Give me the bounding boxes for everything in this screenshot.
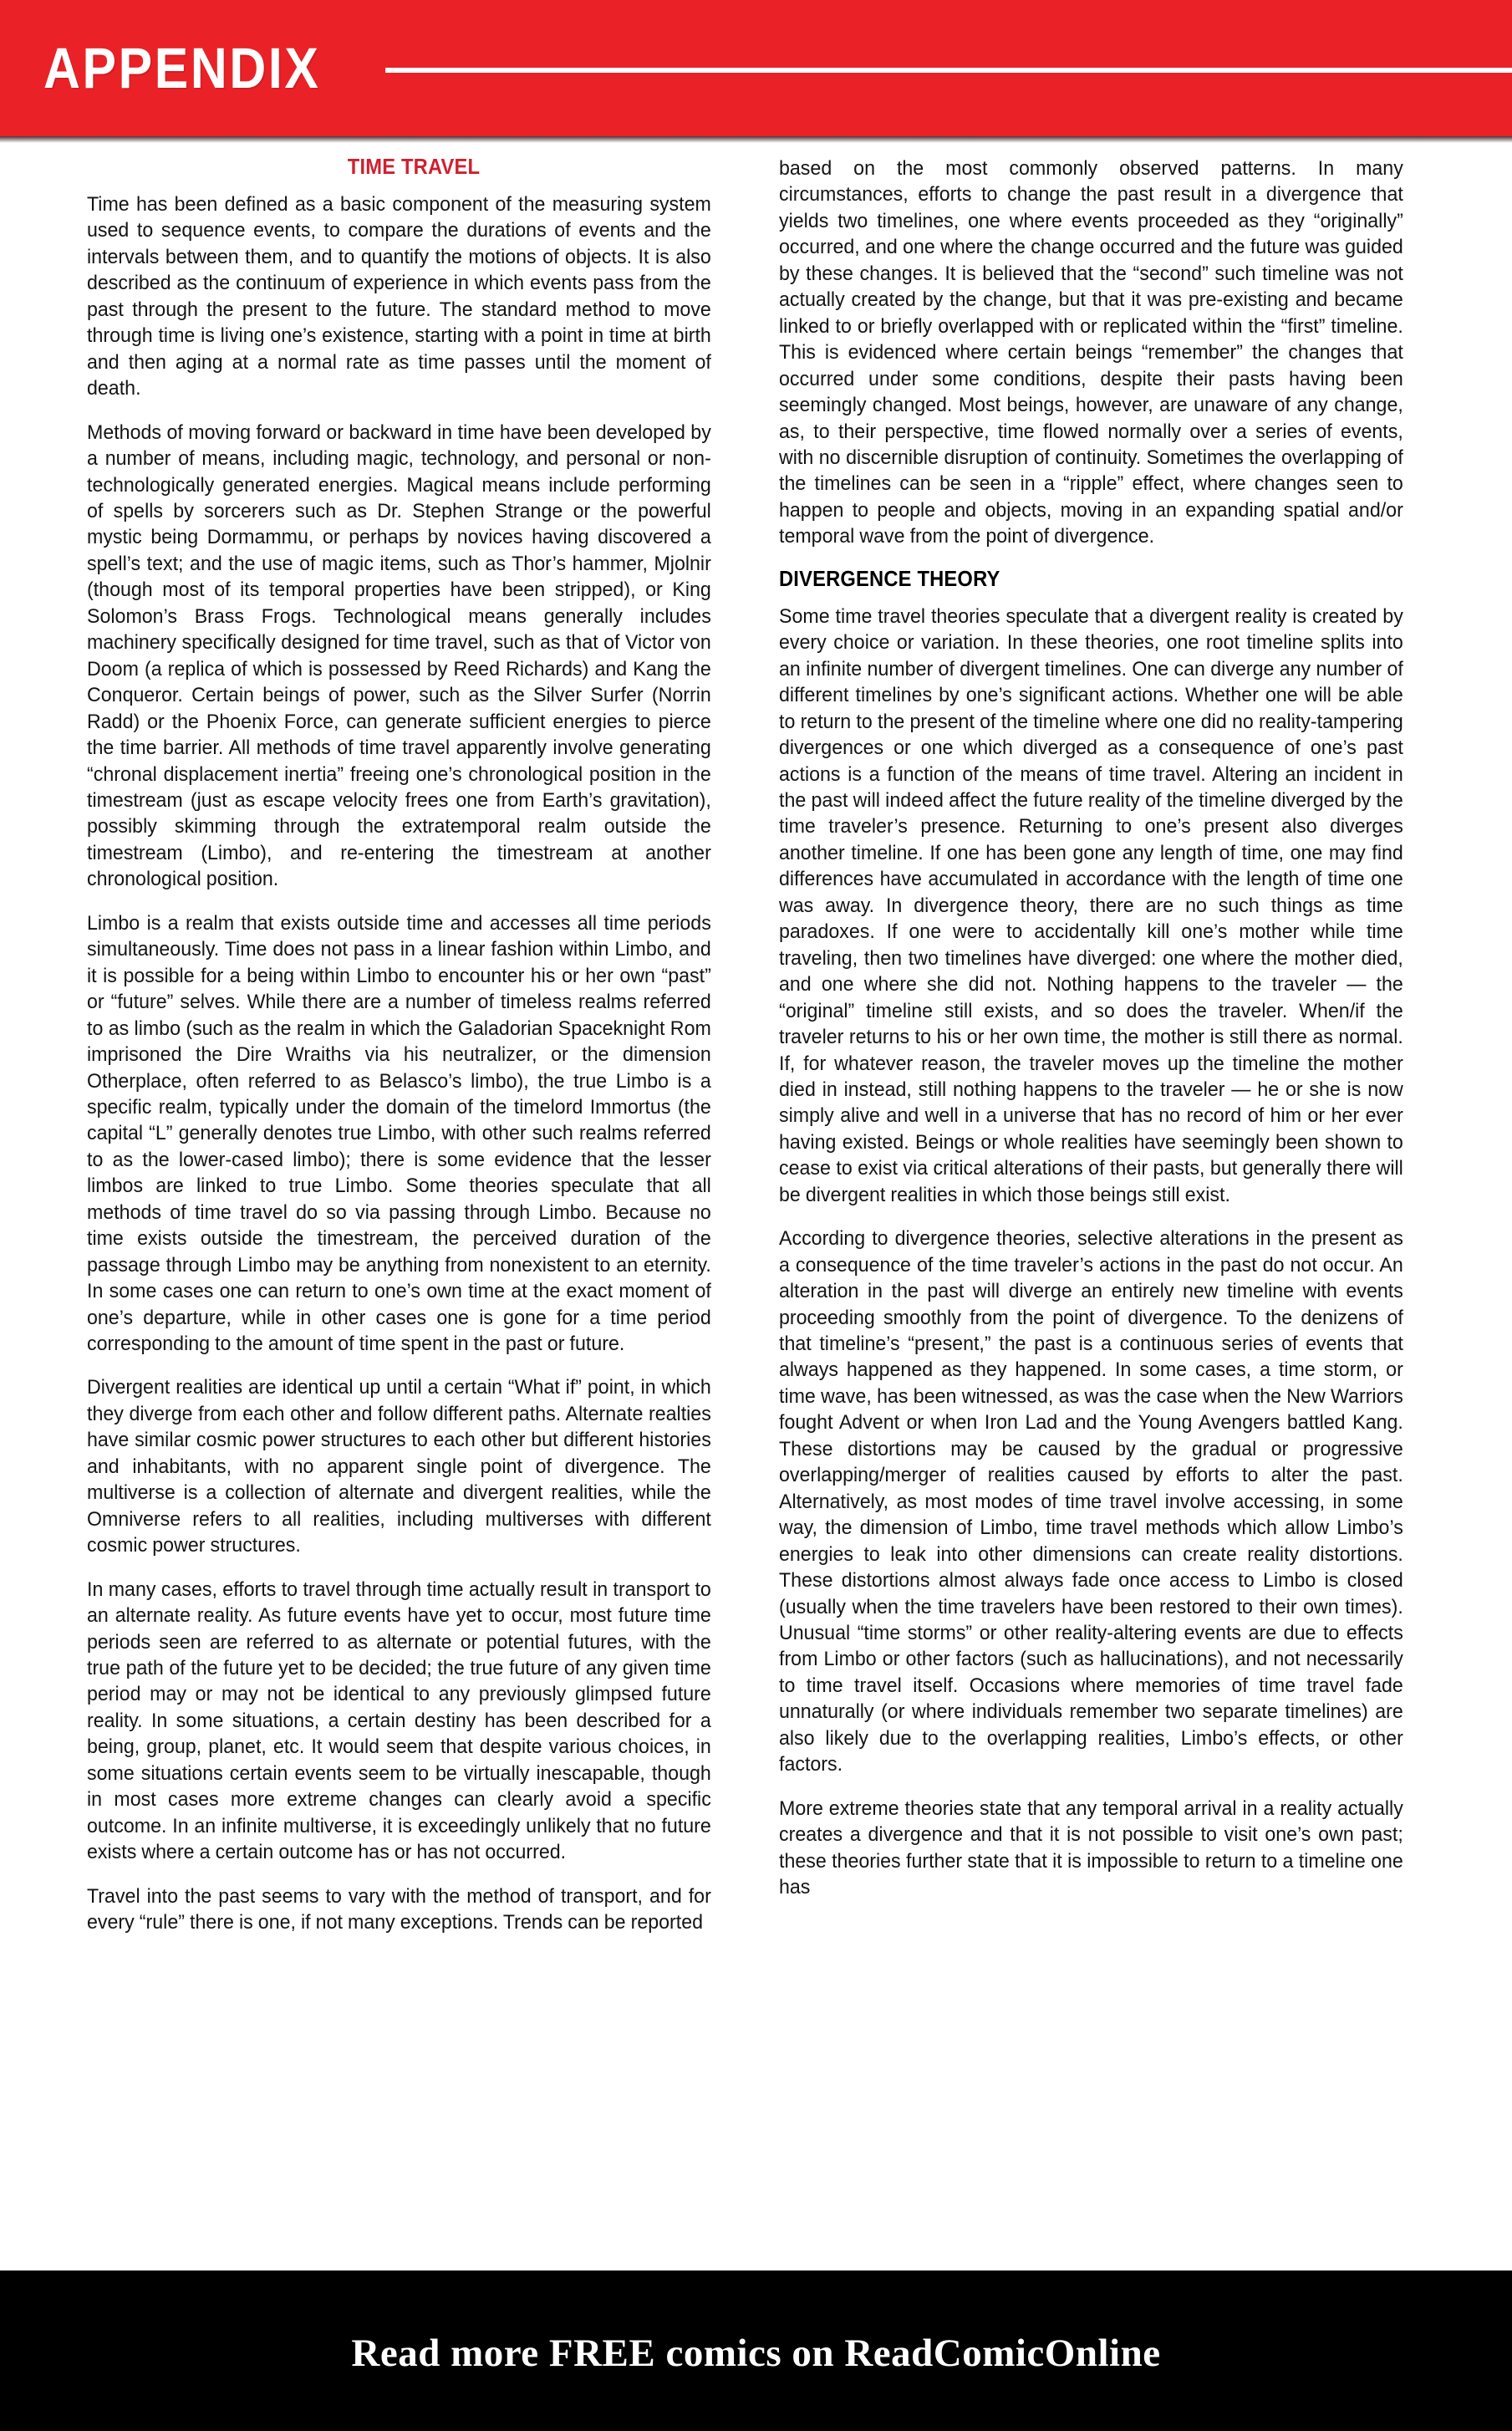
page-title: APPENDIX bbox=[43, 36, 321, 100]
paragraph: based on the most commonly observed patterns. In many circumstances, efforts to change the past result in a divergence that yields two timelines, one where events proceeded as they “originally” occurred, and one where the change occurred and the future was guided by these changes. It is believed that the “second” such timeline was not actually created by the change, but that it was pre-existing and became linked to or briefly overlapped with or replicated within the “first” timeline. This is evidenced where certain beings “remember” the changes that occurred under some conditions, despite their pasts having been seemingly changed. Most beings, however, are unaware of any change, as, to their perspective, time flowed normally over a series of events, with no discernible disruption of continuity. Sometimes the overlapping of the timelines can be seen in a “ripple” effect, where changes seen to happen to people and objects, moving in an expanding spatial and/or temporal wave from the point of divergence. bbox=[779, 157, 1403, 548]
paragraph: Travel into the past seems to vary with the method of transport, and for every “rule” there is one, if not many exceptions. Trends can be reported bbox=[87, 1884, 711, 1934]
paragraph: In many cases, efforts to travel through time actually result in transport to an alternate reality. As future events have yet to occur, most future time periods seen are referred to as alternate or potential futures, with the true path of the future yet to be decided; the true future of any given time period may or may not be identical to any previously glimpsed future reality. In some situations, a certain destiny has been described for a being, group, planet, etc. It would seem that despite various choices, in some situations certain events seem to be virtually inescapable, though in most cases more extreme changes can clearly avoid a specific outcome. In an infinite multiverse, it is exceedingly unlikely that no future exists where a certain outcome has or has not occurred. bbox=[87, 1577, 711, 1864]
footer-promo-text: Read more FREE comics on ReadComicOnline bbox=[351, 2332, 1161, 2375]
left-column bbox=[87, 155, 741, 2270]
paragraph: Some time travel theories speculate that a divergent reality is created by every choice or variation. In these theories, one root timeline splits into an infinite number of divergent timelines. One can diverge any number of different timelines by one’s significant actions. Whether one will be able to return to the present of the timeline where one did no reality-tampering divergences or one which diverged as a consequence of one’s past actions is a function of the means of time travel. Altering an incident in the past will indeed affect the future reality of the timeline diverged by the time traveler’s presence. Returning to one’s present also diverges another timeline. If one has been gone any length of time, one may find differences have accumulated in accordance with the length of time one was away. In divergence theory, there are no such things as time paradoxes. If one were to accidentally kill one’s mother while time traveling, then two timelines have diverged: one where the mother died, and one where she did not. Nothing happens to the traveler — the “original” timeline still exists, and so does the traveler. When/if the traveler returns to his or her own time, the mother is still there as normal. If, for whatever reason, the traveler moves up the timeline the mother died in instead, still nothing happens to the traveler — he or she is now simply alive and well in a universe that has no record of him or her ever having existed. Beings or whole realities have seemingly been shown to cease to exist via critical alterations of their pasts, but generally there will be divergent realities in which those beings still exist. bbox=[779, 604, 1403, 1206]
paragraph: Time has been defined as a basic component of the measuring system used to sequence events, to compare the durations of events and the intervals between them, and to quantify the motions of objects. It is also described as the continuum of experience in which events pass from the past through the present to the future. The standard method to move through time is living one’s existence, starting with a point in time at birth and then aging at a normal rate as time passes until the moment of death. bbox=[87, 193, 711, 400]
header-divider-line bbox=[385, 68, 1512, 73]
paragraph: Methods of moving forward or backward in time have been developed by a number of means, including magic, technology, and personal or non-technologically generated energies. Magical means include performing of spells by sorcerers such as Dr. Stephen Strange or the powerful mystic being Dormammu, or perhaps by novices having discovered a spell’s text; and the use of magic items, such as Thor’s hammer, Mjolnir (though most of its temporal properties have been stripped), or King Solomon’s Brass Frogs. Technological means generally includes machinery specifically designed for time travel, such as that of Victor von Doom (a replica of which is possessed by Reed Richards) and Kang the Conqueror. Certain beings of power, such as the Silver Surfer (Norrin Radd) or the Phoenix Force, can generate sufficient energies to pierce the time barrier. All methods of time travel apparently involve generating “chronal displacement inertia” freeing one’s chronological position in the timestream (just as escape velocity frees one from Earth’s gravitation), possibly skimming through the extratemporal realm outside the timestream (Limbo), and re-entering the timestream at another chronological position. bbox=[87, 420, 711, 891]
paragraph: Limbo is a realm that exists outside time and accesses all time periods simultaneously. Time does not pass in a linear fashion within Limbo, and it is possible for a being within Limbo to encounter his or her own “past” or “future” selves. While there are a number of timeless realms referred to as limbo (such as the realm in which the Galadorian Spaceknight Rom imprisoned the Dire Wraiths via his neutralizer, or the dimension Otherplace, often referred to as Belasco’s limbo), the true Limbo is a specific realm, typically under the domain of the timelord Immortus (the capital “L” generally denotes true Limbo, with other such realms referred to as the lower-cased limbo); there is some evidence that the lesser limbos are linked to true Limbo. Some theories speculate that all methods of time travel do so via passing through Limbo. Because no time exists outside the timestream, the perceived duration of the passage through Limbo may be anything from nonexistent to an eternity. In some cases one can return to one’s own time at the exact moment of one’s departure, while in other cases one is gone for a time period corresponding to the amount of time spent in the past or future. bbox=[87, 911, 711, 1356]
right-column bbox=[779, 155, 1433, 2270]
page-header-banner bbox=[0, 0, 1512, 136]
section-heading-divergence-theory: DIVERGENCE THEORY bbox=[779, 567, 1000, 591]
header-drop-shadow bbox=[0, 136, 1512, 143]
paragraph: According to divergence theories, selective alterations in the present as a consequence of the time traveler’s actions in the past do not occur. An alteration in the past will diverge an entirely new timeline with events proceeding smoothly from the point of divergence. To the denizens of that timeline’s “present,” the past is a continuous series of events that always happened as they happened. In some cases, a time storm, or time wave, has been witnessed, as was the case when the New Warriors fought Advent or when Iron Lad and the Young Avengers battled Kang. These distortions may be caused by the gradual or progressive overlapping/merger of realities caused by efforts to alter the past. Alternatively, as most modes of time travel involve accessing, in some way, the dimension of Limbo, time travel methods which allow Limbo’s energies to leak into other dimensions can create reality distortions. These distortions almost always fade once access to Limbo is closed (usually when the time travelers have been restored to their own times). Unusual “time storms” or other reality-altering events are due to effects from Limbo or other factors (such as hallucinations), and not necessarily to time travel itself. Occasions where memories of time travel fade unnaturally (or where individuals remember two separate timelines) are also likely due to the overlapping realities, Limbo’s effects, or other factors. bbox=[779, 1227, 1403, 1776]
footer-banner bbox=[0, 2276, 1512, 2431]
section-heading-time-travel: TIME TRAVEL bbox=[347, 155, 481, 179]
two-column-body bbox=[87, 155, 1433, 2270]
paragraph: Divergent realities are identical up until a certain “What if” point, in which they diverge from each other and follow different paths. Alternate realties have similar cosmic power structures to each other but different histories and inhabitants, with no apparent single point of divergence. The multiverse is a collection of alternate and divergent realities, while the Omniverse refers to all realities, including multiverses with different cosmic power structures. bbox=[87, 1376, 711, 1557]
paragraph: More extreme theories state that any temporal arrival in a reality actually creates a divergence and that it is not possible to visit one’s own past; these theories further state that it is impossible to return to a timeline one has bbox=[779, 1796, 1403, 1899]
